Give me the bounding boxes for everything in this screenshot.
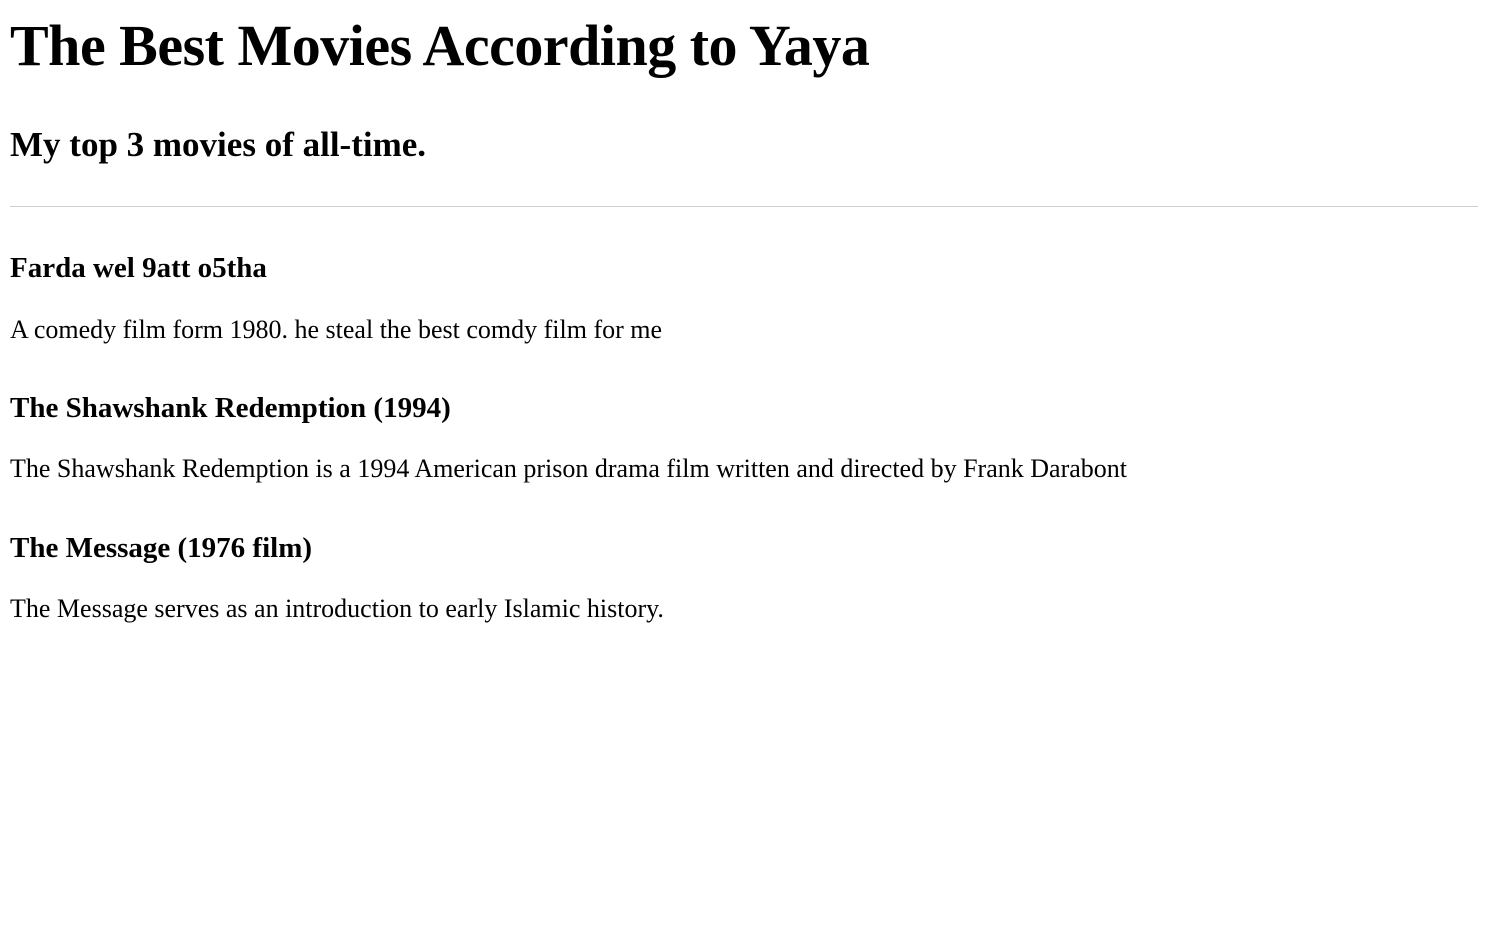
movie-description: The Message serves as an introduction to early Islamic history. [10, 594, 664, 624]
movie-entry [10, 391, 1478, 487]
movie-entry [10, 251, 1478, 347]
movie-title: The Shawshank Redemption (1994) [10, 391, 451, 424]
section-divider [10, 206, 1478, 207]
page-title: The Best Movies According to Yaya [10, 13, 870, 78]
page-subtitle: My top 3 movies of all-time. [10, 124, 427, 164]
movie-entry [10, 531, 1478, 627]
document-page [0, 14, 1488, 626]
movie-title: The Message (1976 film) [10, 531, 313, 564]
movie-description: A comedy film form 1980. he steal the best comdy film for me [10, 314, 663, 344]
movie-title: Farda wel 9att o5tha [10, 251, 267, 284]
movie-description: The Shawshank Redemption is a 1994 American prison drama film written and directed by Frank Darabont [10, 454, 1127, 484]
